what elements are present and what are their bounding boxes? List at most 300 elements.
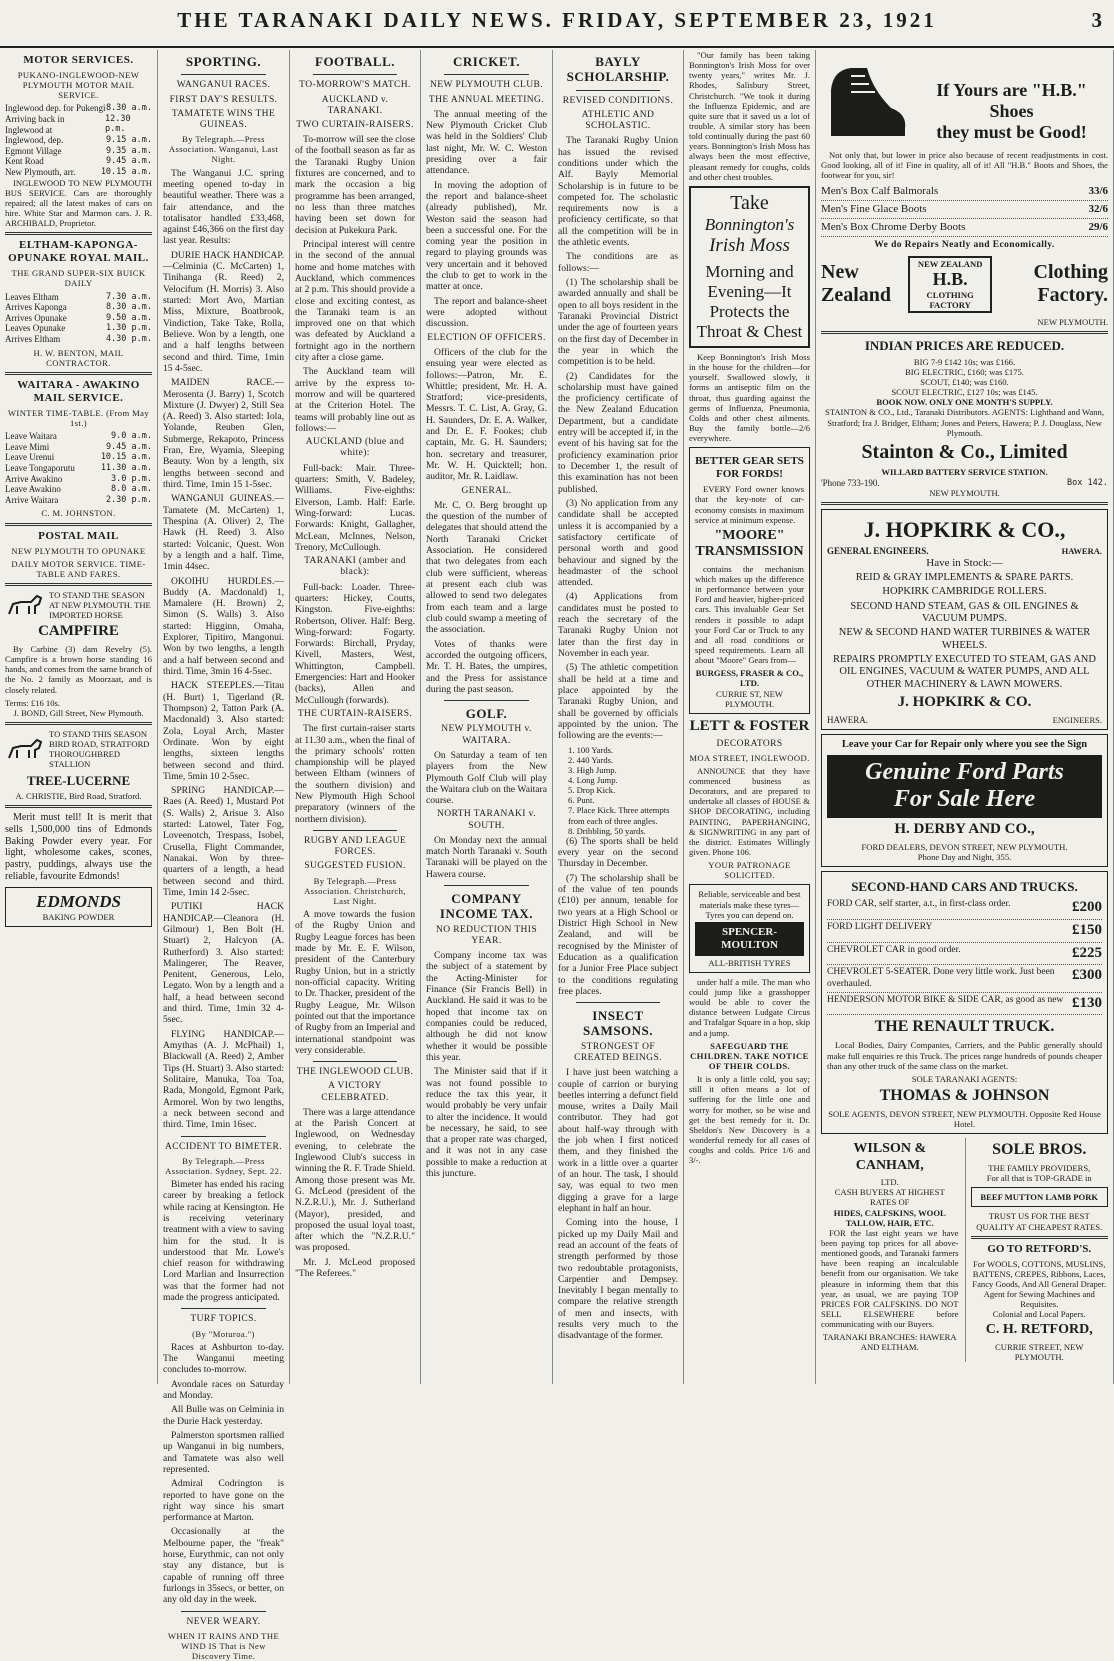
sole-brand: SOLE BROS. <box>992 1141 1087 1159</box>
race-result: PUTIKI HACK HANDICAP.—Cleanora (H. Gilmour) 1, Ben Bolt (H. Stuart) 2, Halcyon (A. Rutherford) 3. Also started: Malingerer, The Reaver, Penitent, Generous, Lelo, Legato. Won by a length and a half, a head between second and third. Time, 1min 32 4-5sec. <box>163 901 284 1026</box>
bayly-events <box>558 745 678 836</box>
derby-phone: Phone Day and Night, 355. <box>917 851 1012 862</box>
event-item: 8. Dribbling, 50 yards. <box>568 825 646 836</box>
ford-heading: Leave your Car for Repair only where you see the Sign <box>841 739 1088 751</box>
moore-dealer: BURGESS, FRASER & CO., LTD. <box>695 668 804 689</box>
article-paragraph: (3) No application from any candidate shall be accepted unless it is accompanied by a satisfactory certificate of personal worth and good behaviour and signed by the headmaster of the school attended. <box>558 497 678 589</box>
rugby-sub: SUGGESTED FUSION. <box>304 861 406 872</box>
rugby-text: A move towards the fusion of the Rugby Union and Rugby League forces has been made by Mr. E. F. Wilson, president of the Canterbury Rugby Union, but in a strictly non-official capacity. Writing to Dr. Thacker, president of the Rugby League, Mr. Wilson pointed out that the importance of Rugby from an Imperial and international standpoint was very considerable. <box>295 909 415 1056</box>
turf-item: All Bulle was on Celminia in the Durie Hack yesterday. <box>163 1404 284 1427</box>
hopkirk-sub: GENERAL ENGINEERS. <box>827 546 929 557</box>
spencer-sub: ALL-BRITISH TYRES <box>708 957 791 968</box>
rule <box>313 1061 397 1062</box>
waitara-sub: WINTER TIME-TABLE. (From May 1st.) <box>7 407 150 428</box>
rule <box>181 1308 266 1309</box>
stand-heading: TO STAND THE SEASON AT NEW PLYMOUTH. THE IMPORTED HORSE <box>49 589 151 621</box>
thomas-sub: SOLE TARANAKI AGENTS: <box>911 1073 1018 1084</box>
wilson-ad <box>821 1138 959 1362</box>
timetable-row-label: Kent Road <box>5 156 44 167</box>
indian-heading: INDIAN PRICES ARE REDUCED. <box>864 338 1065 354</box>
retford-heading: GO TO RETFORD'S. <box>987 1242 1092 1255</box>
bayly-body-2 <box>558 836 678 997</box>
cars-heading: SECOND-HAND CARS AND TRUCKS. <box>851 879 1078 894</box>
column-ads-right <box>816 50 1114 1384</box>
bon-line1: Morning and <box>705 261 794 281</box>
victory-heading: A VICTORY CELEBRATED. <box>321 1081 389 1103</box>
turf-item: Occasionally at the Melbourne paper, the "freak" horse, Eurythmic, can not only stay any distance, but is capable of running off three furlongs in 35secs, or better, on any old day in the week. <box>163 1526 284 1606</box>
timetable-row-value: 7.30 a.m. <box>105 291 152 302</box>
lett-sign: YOUR PATRONAGE SOLICITED. <box>708 860 791 881</box>
car-row <box>827 920 1102 943</box>
cars-list <box>827 897 1102 1015</box>
timetable-row-label: Arrives Kaponga <box>5 302 67 313</box>
turf-item: Palmerston sportsmen rallied up Wanganui in big numbers, and Tamatete was also well represented. <box>163 1429 284 1475</box>
timetable-row-value: 1.30 p.m. <box>105 323 152 334</box>
rule <box>181 1136 266 1137</box>
indian-price-line: BIG ELECTRIC, £160; was £175. <box>905 366 1024 377</box>
moore-heading: "MOORE" TRANSMISSION <box>695 527 804 560</box>
event-item: 5. Drop Kick. <box>568 785 616 796</box>
timetable-row-label: Arriving back in Inglewood at <box>5 114 65 135</box>
edmonds-brand: EDMONDS <box>35 891 122 911</box>
cricket-body <box>426 109 547 330</box>
divider <box>5 372 152 375</box>
trelucerne-ad-head <box>5 729 152 770</box>
article-paragraph: Principal interest will centre in the second of the annual home and home matches with Auckland, which commences at 2 p.m. This should provide a close and exciting contest, as the Taranaki team is an improved one on that which was defeated by Auckland a fortnight ago in the northern city after a close game. <box>295 238 415 364</box>
rule <box>313 74 397 75</box>
car-description: CHEVROLET CAR in good order. <box>827 944 961 955</box>
timetable-row-value: 9.15 a.m. <box>105 135 152 146</box>
hb-logo-mid: H.B. <box>932 268 968 289</box>
sporting-body <box>163 168 284 1131</box>
race-result: OKOIHU HURDLES.—Buddy (A. Macdonald) 1, Mamalere (H. Brown) 2, Simon (S. Walls) 3. Also started: Higginn, Omaha, Explorer, Tipitiro, Mangonui. Won by two lengths, a length and a half between second and third. Time, 3min 16 4-5sec. <box>163 575 284 677</box>
bottom-ads-row <box>821 1138 1108 1362</box>
sole-trust: TRUST US FOR THE BEST QUALITY AT CHEAPEST RATES. <box>976 1211 1103 1232</box>
car-price: £225 <box>1072 944 1102 961</box>
auckland-heading: AUCKLAND (blue and white): <box>305 437 405 459</box>
rule <box>444 74 529 75</box>
horse-icon <box>5 592 45 618</box>
inglewood-heading: THE INGLEWOOD CLUB. <box>296 1067 414 1078</box>
hopkirk-line: SECOND HAND STEAM, GAS & OIL ENGINES & VACUUM PUMPS. <box>850 600 1079 624</box>
article-paragraph: To-morrow will see the close of the football season as far as the Taranaki Rugby Union fixtures are concerned, and to mark the occasion a big programme has been arranged, no less than three matches having been set down for decision at Pukekura Park. <box>295 134 415 236</box>
victory-text: There was a large attendance at the Parish Concert at Inglewood, on Wednesday evening, to celebrate the Inglewood Club's success in winning the R. F. Trade Shield. Among those present was Mr. G. McLeod (president of the N.Z.R.U.), Mr. J. Sutherland (Mayor), presided, and proposed the usual loyal toast, after which the "N.Z.R.U." was proposed. <box>295 1106 415 1254</box>
divider <box>5 583 152 586</box>
timetable-row-label: Leave Mimi <box>5 441 50 452</box>
hb-banner <box>821 256 1108 314</box>
hopkirk-foot: J. HOPKIRK & CO. <box>897 694 1032 711</box>
cars-ad <box>821 871 1108 1134</box>
hb-header <box>915 50 1108 150</box>
timetable-row-value: 9.0 a.m. <box>111 431 152 442</box>
trelucerne-name: TREE-LUCERNE <box>26 772 131 788</box>
insect-text2: Coming into the house, I picked up my Daily Mail and read an account of the feats of strength performed by those two redoubtable protagonists, Carpentier and Dempsey. Inevitably I began mentally to compare the relative strength of men and insects, with results very much to the disadvantage of the former. <box>558 1217 678 1342</box>
eltham-sub: THE GRAND SUPER-SIX BUICK DAILY <box>11 268 146 289</box>
hopkirk-subline <box>827 546 1102 557</box>
car-row <box>827 943 1102 966</box>
timetable-row-value: 9.35 a.m. <box>105 145 152 156</box>
hb-text: Not only that, but lower in price also because of recent readjustments in cost. Good looking, all of it! Fine in quality, all of it! All "H.B." Boots and Shoes, the footwear for you, sir! <box>821 150 1108 181</box>
renault-text: Local Bodies, Dairy Companies, Carriers, and the Public generally should make full enquiries re this Truck. The prices range hundreds of pounds cheaper than any other truck of the same class on the market. <box>827 1040 1102 1071</box>
sporting-sub3: TAMATETE WINS THE GUINEAS. <box>171 108 276 130</box>
race-result: HACK STEEPLES.—Titau (H. Burt) 1, Tigerland (R. Thompson) 2, Tatton Park (A. Macdonald) 3. Also started: Zola, Loyal Arch, Master Ordinate. Won by eight lengths, sixteen lengths between second and third. Time, 5min 10 2-5sec. <box>163 680 284 782</box>
hopkirk-list <box>827 572 1102 691</box>
rugby-byline: By Telegraph.—Press Association. Christchurch, Last Night. <box>304 875 406 906</box>
timetable-row-label: Leave Tongaporutu <box>5 462 75 473</box>
rule <box>576 1002 660 1003</box>
timetable-row-label: Arrive Awakino <box>5 473 63 484</box>
spencer-text: Reliable, serviceable and best materials make these tyres—Tyres you can depend on. <box>698 889 801 920</box>
bayly-heading: BAYLY SCHOLARSHIP. <box>566 54 670 85</box>
timetable-row-value: 4.30 p.m. <box>105 334 152 345</box>
edmonds-product: BAKING POWDER <box>42 911 115 922</box>
lett-sub: DECORATORS <box>716 738 783 749</box>
spencer-ad <box>689 884 810 973</box>
article-paragraph: (2) Candidates for the scholarship must have gained the proficiency certificate of the New Zealand Education Department, but a candidate entry will be accepted if, in the event of his having sat for the proficiency examination prior to December 1, the result of this examination has not been published. <box>558 370 678 495</box>
column-motor-services <box>0 50 158 1384</box>
spencer-brand: SPENCER-MOULTON <box>695 922 804 956</box>
lett-text: ANNOUNCE that they have commenced business as Decorators, and are prepared to undertake all classes of HOUSE & SHOP DECORATING, including PAINTING, PAPERHANGING, & SIGNWRITING in any part of the district. Estimates Willingly given. Phone 106. <box>689 765 810 857</box>
masthead <box>0 0 1114 48</box>
turf-byline: (By "Moturoa.") <box>192 1328 255 1339</box>
race-result: FLYING HANDICAP.—Amythas (A. J. McPhail) 1, Blackwall (A. Reed) 2, Amber Tips (H. Stuart) 3. Also started: Solitaire, Manuka, Toa Toa, Rada, Mongold, Egmont Park, Armorel. Won by two lengths, a neck between second and third. Time, 1min 16sec. <box>163 1028 284 1131</box>
event-item: 6. Punt. <box>568 795 595 806</box>
timetable-row-value: 3.0 p.m. <box>111 473 152 484</box>
newspaper-title: THE TARANAKI DAILY NEWS. FRIDAY, SEPTEMBER 23, 1921 <box>177 8 937 32</box>
timetable-row-value: 12.30 p.m. <box>105 114 131 135</box>
timetable-row <box>5 452 152 463</box>
bayly-body <box>558 135 678 741</box>
hb-heading2: they must be Good! <box>936 122 1087 143</box>
trelucerne-heading: TO STAND THIS SEASON BIRD ROAD, STRATFORD THOROUGHBRED STALLION <box>49 729 150 770</box>
price-value: 29/6 <box>1088 221 1108 234</box>
article-paragraph: (5) The athletic competition shall be held at a time and place appointed by the Taranaki Rugby Union, and shall be governed by officials appointed by the union. The following are the events:— <box>558 662 678 742</box>
bon-line3: Protects the <box>709 301 790 321</box>
race-result: DURIE HACK HANDICAP.—Celminia (C. McCarten) 1, Tinihanga (R. Reed) 2, Velocifum (H. Morris) 3. Also started: Mort Avo, Martian Miss, Mixture, Boatbrook, Vindiction, Take Take, Rolla, Believe. Won by a length, one and a half lengths between second and third. Time, 1min 15 4-5sec. <box>163 249 284 374</box>
bon-brand: Bonnington's <box>704 215 795 235</box>
rugby-heading: RUGBY AND LEAGUE FORCES. <box>303 836 407 858</box>
bon-small: Keep Bonnington's Irish Moss in the house for the children—for yourself. Swallowed slowly, it forms an antiseptic film on the throat, thus guarding against the germs of Influenza, Pneumonia, Colds and other chest ailments. Buy the family bottle—2/6 everywhere. <box>689 352 810 444</box>
price-value: 32/6 <box>1088 203 1108 216</box>
tax-heading: COMPANY INCOME TAX. <box>439 891 534 922</box>
rule <box>444 885 529 886</box>
wilson-branches: TARANAKI BRANCHES: HAWERA AND ELTHAM. <box>822 1332 957 1353</box>
car-row <box>827 965 1102 992</box>
price-row <box>821 201 1108 219</box>
safeguard-text: It is only a little cold, you say; still it often means a lot of suffering for the little one and worry for mother, so be wise and get the best remedy for it. Dr. Sheldon's New Discovery is a wonderful remedy for all cases of coughs and colds. Price 1/6 and 3/-. <box>689 1074 810 1166</box>
price-row <box>821 183 1108 201</box>
moore-text: contains the mechanism which makes up the difference in performance between your Ford and heavier, higher-priced cars. This invaluable Gear Set renders it possible to adapt your Ford Car or Truck to any and all road conditions or speed requirements. Learn all about "Moore" Gears from— <box>695 563 804 666</box>
timetable-row <box>5 313 152 324</box>
retford-papers: Colonial and Local Papers. <box>992 1309 1086 1320</box>
indian-price-line: SCOUT, £140; was £160. <box>920 376 1009 387</box>
ford-sign-line1: Genuine Ford Parts <box>865 758 1064 785</box>
timetable-row <box>5 114 152 135</box>
car-row <box>827 897 1102 920</box>
article-paragraph: (7) The scholarship shall be of the value of ten pounds (£10) per annum, tenable for two years at a High School or District High School in New Zealand, and will be recognised by the Minister of Education as a qualification for a Junior Free Place subject to the conditions regulating free places. <box>558 872 678 997</box>
retford-brand: C. H. RETFORD, <box>985 1322 1093 1338</box>
rule <box>444 700 529 701</box>
tax-sub: NO REDUCTION THIS YEAR. <box>435 924 538 946</box>
cricket-sub1: NEW PLYMOUTH CLUB. <box>430 80 543 91</box>
derby-brand: H. DERBY AND CO., <box>894 821 1035 838</box>
insect-sub: STRONGEST OF CREATED BEINGS. <box>574 1041 662 1064</box>
car-price: £300 <box>1072 967 1102 984</box>
derby-sub: FORD DEALERS, DEVON STREET, NEW PLYMOUTH. <box>861 841 1068 852</box>
wilson-text: CASH BUYERS AT HIGHEST RATES OF <box>834 1187 945 1208</box>
hopkirk-foot-left: HAWERA. <box>827 714 869 725</box>
article-paragraph: The conditions are as follows:— <box>558 251 678 274</box>
price-item: Men's Fine Glace Boots <box>821 203 927 216</box>
postal-sub: NEW PLYMOUTH TO OPUNAKE <box>11 545 146 556</box>
car-description: HENDERSON MOTOR BIKE & SIDE CAR, as good as new <box>827 994 1064 1005</box>
timetable-row-value: 9.50 a.m. <box>105 312 152 323</box>
timetable-row <box>5 495 152 506</box>
accident-text: Bimeter has ended his racing career by breaking a fetlock while racing at Kensington. He is receiving veterinary treatment with a view to saving him for the stud. It is understood that Mr. Lowe's chief reason for withdrawing Lord Marlian and Insurrection was that the former had not made the progress anticipated. <box>163 1178 284 1304</box>
event-item: 1. 100 Yards. <box>568 744 614 755</box>
motor-text: INGLEWOOD TO NEW PLYMOUTH BUS SERVICE. Cars are thoroughly repaired; all the latest makes of cars on hire. White Star and Marmon cars. J. R. ARCHIBALD, Proprietor. <box>5 177 152 229</box>
campfire-name: CAMPFIRE <box>38 623 119 640</box>
hb-town: NEW PLYMOUTH. <box>1037 317 1108 328</box>
bon-brand2: Irish Moss <box>709 235 790 257</box>
auckland-text: Full-back: Mair. Three-quarters: Smith, V. Badeley, Williams. Five-eighths: Elverson, Lamb. Half: Earle. Wing-forward: Lucas. Forwards: Knight, Gallagher, McLean, McInnes, Nelson, Trenory, McCullough. <box>295 462 415 553</box>
timetable-row <box>5 463 152 474</box>
votes-text: Votes of thanks were accorded the outgoing officers, Mr. T. H. Bates, the umpires, and the Press for assistance during the past season. <box>426 638 547 695</box>
hb-clothing: Clothing Factory. <box>1033 260 1108 307</box>
hb-repairs: We do Repairs Neatly and Economically. <box>874 240 1055 251</box>
thomas-addr: SOLE AGENTS, DEVON STREET, NEW PLYMOUTH. Opposite Red House Hotel. <box>828 1108 1101 1129</box>
edmonds-text: Merit must tell! It is merit that sells 1,500,000 tins of Edmonds Baking Powder every year. For light, wholesome cakes, scones, pastry, puddings, always use the reliable, favourite Edmonds! <box>5 812 152 883</box>
turf-item: Races at Ashburton to-day. The Wanganui meeting concludes to-morrow. <box>163 1341 284 1376</box>
wilson-items: HIDES, CALFSKINS, WOOL TALLOW, HAIR, ETC. <box>833 1207 946 1228</box>
campfire-ad-head <box>5 590 152 620</box>
timetable-row <box>5 167 152 178</box>
eltham-heading: ELTHAM-KAPONGA-OPUNAKE ROYAL MAIL. <box>8 239 149 265</box>
timetable-row-label: Arrive Waitara <box>5 494 59 505</box>
hb-nz: New Zealand <box>821 260 892 307</box>
timetable-row-value: 9.45 a.m. <box>105 441 152 452</box>
campfire-text: By Carbine (3) dam Revelry (5). Campfire is a brown horse standing 16 hands, and comes from the same branch of the No. 2 family as Moorzaat, and is closely related. <box>5 644 153 695</box>
event-item: 3. High Jump. <box>568 764 617 775</box>
grasshopper-text: under half a mile. The man who could jump like a grasshopper would be able to cover the distance between Ludgate Circus and Trafalgar Square in a hop, skip and a jump. <box>689 976 810 1038</box>
timetable-row <box>5 484 152 495</box>
stainton-brand: Stainton & Co., Limited <box>861 440 1068 463</box>
insect-text: I have just been watching a couple of carrion or burying beetles interring a defunct field mouse, writes a Daily Mail contributor. They had got about half-way through with the job when I first noticed them, and they finished the work in a little over a quarter of an hour. The task, I should say, was equal to two men digging a grave for a large elephant in half an hour. <box>558 1067 678 1214</box>
timetable-row-label: Inglewood dep. for Pukengi <box>5 103 106 114</box>
column-ads-left <box>684 50 816 1384</box>
waitara-timetable <box>5 431 152 505</box>
safeguard-heading: SAFEGUARD THE CHILDREN. TAKE NOTICE OF THEIR COLDS. <box>690 1040 809 1072</box>
turf-heading: TURF TOPICS. <box>190 1314 257 1325</box>
gears-text: EVERY Ford owner knows that the key-note of car-economy consists in maximum service at minimum expense. <box>695 484 804 525</box>
timetable-row-value: 8.30 a.m. <box>105 103 152 114</box>
timetable-row <box>5 135 152 146</box>
bon-line4: Throat & Chest <box>696 322 803 342</box>
never-sub: WHEN IT RAINS AND THE WIND IS That is New Discovery Time. <box>167 1630 280 1661</box>
motor-sub: PUKANO-INGLEWOOD-NEW PLYMOUTH MOTOR MAIL SERVICE. <box>17 69 140 101</box>
bonnington-ad <box>689 186 810 348</box>
lett-address: MOA STREET, INGLEWOOD. <box>689 752 810 763</box>
ford-ad <box>821 734 1108 867</box>
car-description: FORD LIGHT DELIVERY <box>827 922 933 933</box>
campfire-fee: Terms: £16 10s. <box>5 697 61 708</box>
golf-text: On Saturday a team of ten players from the New Plymouth Golf Club will play the Waitara club on the Waitara course. <box>426 749 547 807</box>
event-item: 2. 440 Yards. <box>568 754 614 765</box>
column-sporting <box>158 50 290 1661</box>
insect-heading: INSECT SAMSONS. <box>582 1008 654 1039</box>
horse-icon <box>5 736 45 762</box>
article-paragraph: (4) Applications from candidates must be posted to reach the secretary of the Taranaki Rugby Union not later than the first day in November in each year. <box>558 591 678 660</box>
hb-price-list <box>821 183 1108 237</box>
retford-items: For WOOLS, COTTONS, MUSLINS, BATTENS, CREPES, Ribbons, Laces, Fancy Goods, And All General Draper. Agent for Sewing Machines and Requisites. <box>972 1258 1107 1310</box>
race-result: WANGANUI GUINEAS.—Tamatete (M. McCarten) 1, Thespina (A. Oliver) 2, The Hawk (H. Reed) 3. Also started: Volcanic, Quest. Won by a length and a half. Time, 1min 44sec. <box>163 493 284 573</box>
taranaki-heading: TARANAKI (amber and black): <box>304 556 406 578</box>
turf-item: Avondale races on Saturday and Monday. <box>163 1378 284 1402</box>
timetable-row <box>5 442 152 453</box>
general-text: Mr. C. O. Berg brought up the question of the number of delegates that should attend the North Taranaki Cricket Association. He considered that two delegates from each club were sufficient, whereas at present each club was allowed to send two delegates from each team and a large club could swamp a meeting of the association. <box>426 499 547 636</box>
turf-body <box>163 1342 284 1606</box>
hb-heading: If Yours are "H.B." Shoes <box>936 80 1087 122</box>
turf-item: Admiral Codrington is reported to have gone on the right way since his smart performance at Marton. <box>163 1478 284 1524</box>
hopkirk-town: HAWERA. <box>1061 546 1102 557</box>
price-value: 33/6 <box>1088 185 1108 198</box>
ford-sign-line2: For Sale Here <box>893 786 1036 813</box>
football-sub3: TWO CURTAIN-RAISERS. <box>296 119 414 130</box>
sole-text: For all that is TOP-GRADE in <box>986 1173 1092 1184</box>
hb-logo <box>908 256 992 314</box>
divider <box>5 722 152 725</box>
timetable-row-value: 8.30 a.m. <box>105 302 152 313</box>
cricket-sub2: THE ANNUAL MEETING. <box>428 94 545 105</box>
race-result: SPRING HANDICAP.—Raes (A. Reed) 1, Mustard Pot (S. Walls) 2, Arisue 3. Also started: Latowel, Tater Fog, Loveenotch, Trespass, Isobel, Crusella, Flight Commander, Nanakai. Won by three-quarters of a length, a head between second and third. Time, 1min 14 2-5sec. <box>163 785 284 898</box>
timetable-row <box>5 323 152 334</box>
divider <box>5 232 152 235</box>
timetable-row <box>5 103 152 114</box>
article-paragraph: The annual meeting of the New Plymouth Cricket Club was held in the Soldiers' Club last night, Mr. W. C. Weston presiding over a fair attendance. <box>426 108 547 177</box>
indian-prices <box>821 357 1108 398</box>
car-row <box>827 993 1102 1016</box>
timetable-row-value: 9.45 a.m. <box>105 156 152 167</box>
eltham-contractor: H. W. BENTON, MAIL CONTRACTOR. <box>33 347 124 368</box>
tax-text2: The Minister said that if it was not found possible to reduce the tax this year, it would probably be very unfair to alter the incidence. It would be necessary, he said, to see that a proper rate was charged, and it was not in any case possible to make a reduction at this juncture. <box>426 1066 547 1180</box>
football-body <box>295 134 415 434</box>
football-sub1: TO-MORROW'S MATCH. <box>299 80 411 91</box>
officers-text: Officers of the club for the ensuing year were elected as follows:—Patron, Mr. E. Whittle; president, Mr. H. A. Stratford; vice-presidents, Messrs. T. C. List, A. Gray, G. H. Saunders, Dr. E. A. Walker, and Dr. E. F. Fookes; club captain, Mr. G. H. Saunders; hon. secretary and treasurer, Mr. W. H. Quicktell; hon. auditor, Mr. R. Laidlaw. <box>426 346 547 483</box>
column-bayly-scholarship <box>553 50 684 1384</box>
hopkirk-line: REPAIRS PROMPTLY EXECUTED TO STEAM, GAS AND OIL ENGINES, VACUUM & WATER PUMPS, AND ALL OTHER MACHINERY & LAWN MOWERS. <box>833 654 1096 690</box>
hopkirk-stock: Have in Stock:— <box>926 556 1003 569</box>
timetable-row-value: 2.30 p.m. <box>105 494 152 505</box>
renault-heading: THE RENAULT TRUCK. <box>874 1018 1055 1036</box>
timetable-row-label: Leaves Opunake <box>5 323 66 334</box>
stainton-phone: 'Phone 733-190. <box>821 477 880 488</box>
hb-logo-text: NEW ZEALAND <box>917 258 983 269</box>
article-paragraph: (1) The scholarship shall be awarded annually and shall be open to all boys resident in the Taranaki Provincial District under the age of fourteen years on the first day of December in the year in which the competition is to be held. <box>558 277 678 368</box>
article-paragraph: (6) The sports shall be held every year on the second Thursday in December. <box>558 835 678 870</box>
never-heading: NEVER WEARY. <box>186 1616 261 1627</box>
golf-heading: GOLF. <box>465 706 508 722</box>
raisers-text: The first curtain-raiser starts at 11.30 a.m., when the final of the primary schools' rotten championship will be played between Eltham (winners of the southern division) and New Plymouth High School preparatory (winners of the northern division). <box>295 723 415 825</box>
timetable-row-label: Leave Waitara <box>5 431 57 442</box>
accident-byline: By Telegraph.—Press Association. Sydney, Sept. 22. <box>165 1155 282 1176</box>
accident-heading: ACCIDENT TO BIMETER. <box>165 1141 282 1152</box>
retford-addr: CURRIE STREET, NEW PLYMOUTH. <box>995 1341 1084 1363</box>
hopkirk-foot-line <box>827 715 1102 726</box>
event-item: 4. Long Jump. <box>568 774 618 785</box>
timetable-row-label: Leave Awakino <box>5 484 61 495</box>
page-number: 3 <box>1091 8 1102 32</box>
bon-take: Take <box>730 191 769 214</box>
postal-text: DAILY MOTOR SERVICE. TIME-TABLE AND FARES. <box>11 558 146 579</box>
indian-price-line: BIG 7-9 £142 10s; was £166. <box>913 356 1016 367</box>
wilson-brand: WILSON & CANHAM, <box>853 1141 927 1173</box>
indian-price-line: SCOUT ELECTRIC, £127 10s; was £145. <box>891 387 1038 398</box>
postal-heading: POSTAL MAIL <box>38 529 119 542</box>
gears-heading: BETTER GEAR SETS FOR FORDS! <box>695 455 804 481</box>
general-heading: GENERAL. <box>461 485 512 496</box>
timetable-row <box>5 156 152 167</box>
article-paragraph: The report and balance-sheet were adopted without discussion. <box>426 295 547 330</box>
raisers-heading: THE CURTAIN-RAISERS. <box>297 709 413 720</box>
cricket-heading: CRICKET. <box>453 54 520 69</box>
moore-address: CURRIE ST, NEW PLYMOUTH. <box>716 688 783 709</box>
bayly-sub1: REVISED CONDITIONS. <box>562 95 674 106</box>
timetable-row <box>5 292 152 303</box>
column-football <box>290 50 421 1384</box>
stainton-town: NEW PLYMOUTH. <box>929 488 1000 499</box>
sole-ad <box>965 1138 1109 1362</box>
article-paragraph: In moving the adoption of the report and balance-sheet (already published), Mr. Weston said the season had been a successful one. For the coming year the position in regard to playing grounds was very uncertain and it behoved the club to get to work in the matter at once. <box>426 179 547 293</box>
golf-text2: On Monday next the annual match North Taranaki v. South Taranaki will be played on the Hawera course. <box>426 834 547 880</box>
car-price: £150 <box>1072 922 1102 939</box>
sporting-heading: SPORTING. <box>185 54 262 69</box>
bonnington-testimonial: "Our family has been taking Bonnington's Irish Moss for over twenty years," writes Mr. J. Rhodes, Salisbury Street, Christchurch. "We took it during the Influenza Epidemic, and are quite sure that it saved us a lot of trouble. A similar story has been told continually during the past 60 years. Bonnington's Irish Moss has always been the most effective, pleasant remedy for coughs, colds and other chest troubles. <box>689 50 810 182</box>
timetable-row-label: Egmont Village <box>5 145 62 156</box>
bayly-sub2: ATHLETIC AND SCHOLASTIC. <box>581 109 655 132</box>
timetable-row-value: 8.0 a.m. <box>111 484 152 495</box>
car-description: CHEVROLET 5-SEATER. Done very little work. Just been overhauled. <box>827 967 1055 989</box>
timetable-row-label: New Plymouth, arr. <box>5 167 76 178</box>
rule <box>576 90 660 91</box>
hopkirk-foot-right: ENGINEERS. <box>1052 714 1102 725</box>
bon-line2: Evening—It <box>707 281 792 301</box>
tax-text: Company income tax was the subject of a statement by the Acting-Minister for Finance (Sir Francis Bell) in Auckland. He said it was to be hoped that income tax on companies could be reduced, although he did not know whether it would be possible this year. <box>426 950 547 1063</box>
timetable-row-label: Leave Urenui <box>5 452 55 463</box>
edmonds-logo <box>5 887 152 927</box>
article-paragraph: The Auckland team will arrive by the express to-morrow and will be quartered at the Criterion Hotel. The teams will probably line out as follows:— <box>295 366 415 434</box>
officers-heading: ELECTION OF OFFICERS. <box>427 332 546 343</box>
timetable-row-label: Arrives Eltham <box>5 334 61 345</box>
hopkirk-line: NEW & SECOND HAND WATER TURBINES & WATER WHEELS. <box>838 627 1091 651</box>
hopkirk-line: REID & GRAY IMPLEMENTS & SPARE PARTS. <box>855 571 1074 583</box>
stainton-contact <box>821 478 1108 489</box>
motor-timetable <box>5 103 152 177</box>
lett-heading: LETT & FOSTER <box>689 717 810 734</box>
car-price: £200 <box>1072 899 1102 916</box>
sole-sub: THE FAMILY PROVIDERS, <box>988 1162 1091 1173</box>
football-heading: FOOTBALL. <box>315 54 395 69</box>
timetable-row-label: Leaves Eltham <box>5 291 59 302</box>
hopkirk-brand: J. HOPKIRK & CO., <box>863 517 1066 543</box>
car-price: £130 <box>1072 994 1102 1011</box>
car-description: FORD CAR, self starter, a.t., in first-class order. <box>827 899 1011 910</box>
divider <box>821 331 1108 334</box>
campfire-owner: J. BOND, Gill Street, New Plymouth. <box>13 707 144 718</box>
timetable-row-label: Inglewood, dep. <box>5 135 64 146</box>
hb-logo-sub: CLOTHING FACTORY <box>926 289 974 311</box>
wilson-para: FOR the last eight years we have been paying top prices for all above-mentioned goods, and Taranaki farmers have been reaping an incalculable benefit from our organisation. We take pleasure in informing them that this year, as usual, we are paying TOP PRICES FOR CALFSKINS. DO NOT SELL ELSEWHERE before communicating with our Buyers. <box>821 1227 959 1330</box>
event-item: 7. Place Kick. Three attempts from each of three angles. <box>568 805 670 826</box>
